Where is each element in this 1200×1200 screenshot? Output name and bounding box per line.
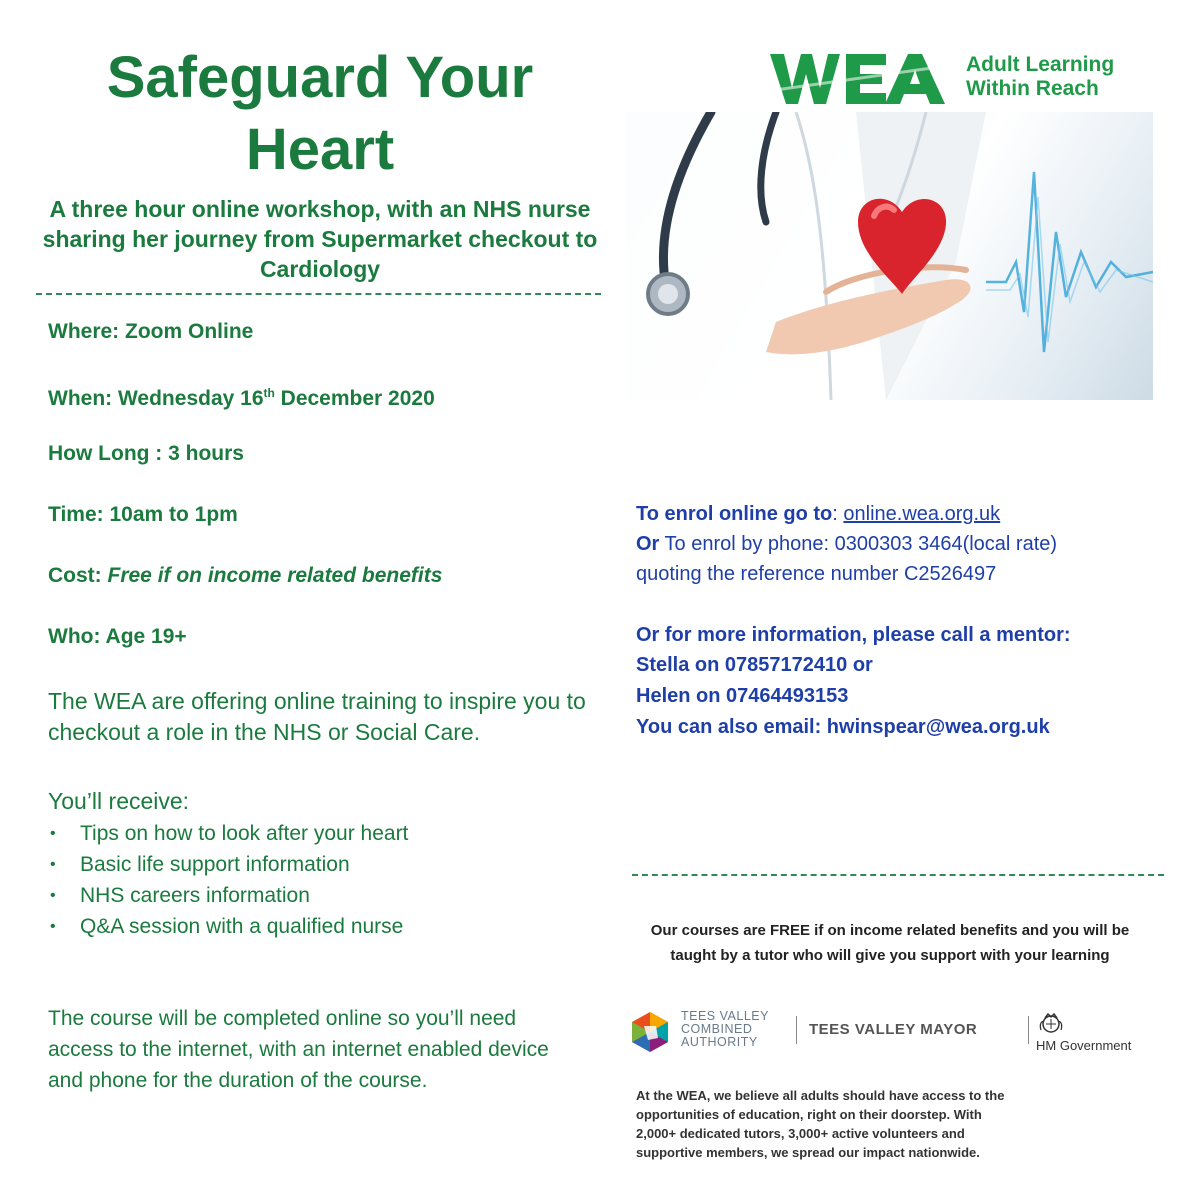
tvca-name: TEES VALLEY COMBINED AUTHORITY (681, 1009, 769, 1049)
detail-cost (48, 563, 608, 589)
detail-who: Who: Age 19+ (48, 625, 187, 648)
mentor-stella: Stella on 07857172410 or (636, 654, 873, 676)
title-line-1: Safeguard Your (106, 45, 534, 110)
bullet-icon: • (50, 856, 56, 873)
divider-right (632, 874, 1164, 876)
cost-label: Cost: (48, 564, 108, 587)
page-title (60, 42, 580, 186)
detail-when (48, 380, 608, 412)
cost-value: Free if on income related benefits (107, 564, 443, 587)
free-courses-note: Our courses are FREE if on income related benefits and you will be taught by a tutor who will give you support with your learning (650, 922, 1130, 964)
receive-label: You’ll receive: (48, 788, 190, 814)
mentor-helen: Helen on 07464493153 (636, 685, 849, 707)
when-suffix: December 2020 (274, 387, 435, 410)
intro-paragraph: The WEA are offering online training to inspire you to checkout a role in the NHS or Social Care. (48, 688, 586, 745)
when-prefix: When: Wednesday 16 (48, 387, 264, 410)
list-item: • NHS careers information (48, 880, 608, 911)
title-line-2: Heart (245, 117, 395, 182)
nurse-heart-photo (626, 112, 1153, 400)
bullet-icon: • (50, 825, 56, 842)
list-item: • Q&A session with a qualified nurse (48, 911, 608, 942)
royal-crest-icon (1038, 1010, 1064, 1036)
page-subtitle: A three hour online workshop, with an NHS nurse sharing her journey from Supermarket checkout to Cardiology (42, 196, 598, 282)
closing-paragraph: The course will be completed online so you’ll need access to the internet, with an internet enabled device and phone for the duration of the course. (48, 1007, 549, 1092)
benefits-list (48, 818, 608, 942)
detail-time: Time: 10am to 1pm (48, 503, 238, 526)
list-item: • Tips on how to look after your heart (48, 818, 608, 849)
when-sup: th (263, 386, 275, 400)
contact-email: You can also email: hwinspear@wea.org.uk (636, 716, 1050, 738)
list-item: • Basic life support information (48, 849, 608, 880)
detail-where: Where: Zoom Online (48, 320, 254, 343)
divider-left (36, 293, 601, 295)
enrol-reference: quoting the reference number C2526497 (636, 563, 997, 585)
tvca-logo-icon (628, 1010, 672, 1054)
wea-logo (770, 50, 945, 108)
about-wea: At the WEA, we believe all adults should have access to the opportunities of education, right on their doorstep. With 2,000+ dedicated tutors, 3,000+ active volunteers and supportive members, we spread our impact nationwide. (636, 1088, 1005, 1160)
hm-government: HM Government (1036, 1038, 1132, 1053)
bullet-icon: • (50, 918, 56, 935)
enrol-url-link[interactable]: online.wea.org.uk (843, 503, 1001, 525)
partner-separator (796, 1016, 797, 1044)
enrol-phone-line: Or To enrol by phone: 0300303 3464(local rate) (636, 533, 1058, 555)
bullet-icon: • (50, 887, 56, 904)
enrol-online-label: To enrol online go to (636, 503, 833, 525)
enrol-online-line: To enrol online go to: online.wea.org.uk (636, 503, 1001, 525)
partner-separator (1028, 1016, 1029, 1044)
detail-how-long: How Long : 3 hours (48, 442, 244, 465)
partner-logos (628, 1008, 1158, 1058)
mentor-heading: Or for more information, please call a mentor: (636, 624, 1071, 646)
logo-tagline: Adult Learning Within Reach (966, 53, 1115, 100)
tees-valley-mayor: TEES VALLEY MAYOR (809, 1021, 978, 1038)
nurse-heart-illustration (626, 112, 1153, 400)
